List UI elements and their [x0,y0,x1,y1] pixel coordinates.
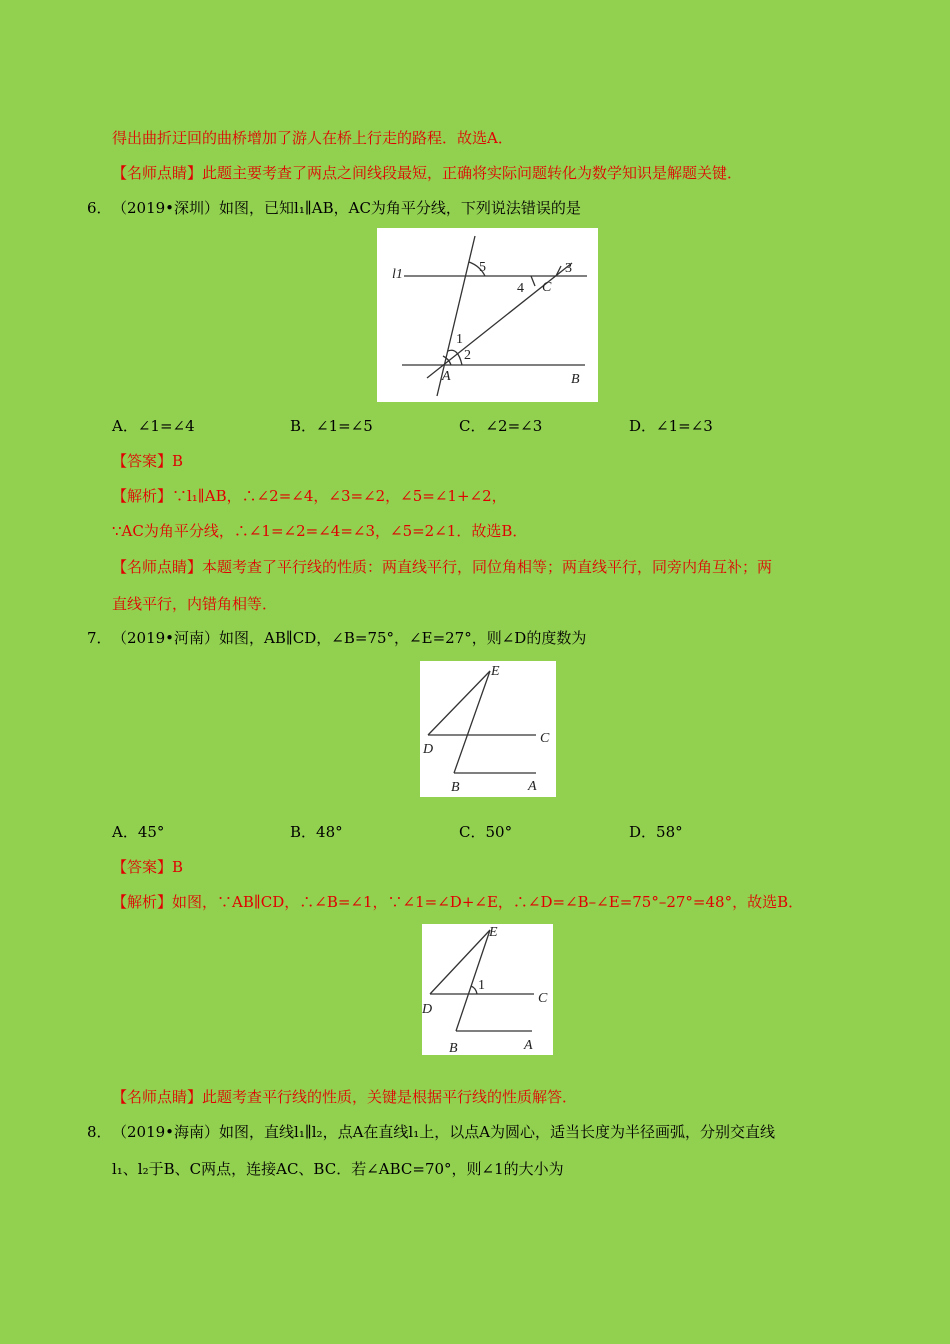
q7-option-b: B．48° [290,823,343,841]
q7-answer: 【答案】B [112,858,184,876]
q6-label-l1: l1 [392,267,403,282]
q6-label-c: C [542,280,552,295]
q6-number: 6． [87,199,112,217]
q6-label-2: 2 [464,348,471,363]
q7-label-d: D [423,742,434,757]
q6-option-a: A．∠1=∠4 [112,417,195,435]
q7-sol-label-c: C [538,991,548,1006]
q7-label-a: A [528,779,537,794]
q6-answer: 【答案】B [112,452,184,470]
q7-solution-figure [422,924,553,1055]
q6-label-3: 3 [565,261,572,276]
q6-stem: （2019•深圳）如图，已知l₁∥AB，AC为角平分线，下列说法错误的是 [112,199,581,217]
q5-analysis-end: 得出曲折迂回的曲桥增加了游人在桥上行走的路程．故选A． [112,129,513,147]
q5-tip: 【名师点睛】此题主要考查了两点之间线段最短，正确将实际问题转化为数学知识是解题关键． [112,164,743,182]
q8-stem-2: l₁、l₂于B、C两点，连接AC、BC．若∠ABC=70°，则∠1的大小为 [112,1160,564,1178]
q7-sol-label-b: B [449,1041,458,1055]
q6-option-b: B．∠1=∠5 [290,417,373,435]
q7-option-c: C．50° [459,823,513,841]
q6-label-4: 4 [517,281,524,296]
q7-number: 7． [87,629,112,647]
q7-sol-label-a: A [524,1038,533,1053]
q6-analysis-2: ∵AC为角平分线，∴∠1=∠2=∠4=∠3，∠5=2∠1．故选B． [112,522,528,540]
q7-analysis: 【解析】如图，∵AB∥CD，∴∠B=∠1，∵∠1=∠D+∠E，∴∠D=∠B–∠E=75°–27°=48°，故选B． [112,893,804,911]
q6-tip-1: 【名师点睛】本题考查了平行线的性质：两直线平行，同位角相等；两直线平行，同旁内角互补；两 [112,558,773,576]
q8-number: 8． [87,1123,112,1141]
q7-option-d: D．58° [629,823,683,841]
q7-label-c: C [540,731,550,746]
q7-label-b: B [451,780,460,795]
q7-tip: 【名师点睛】此题考查平行线的性质，关键是根据平行线的性质解答． [112,1088,578,1106]
q6-analysis-1: 【解析】∵l₁∥AB，∴∠2=∠4，∠3=∠2，∠5=∠1+∠2， [112,487,507,505]
q7-option-a: A．45° [112,823,165,841]
q7-sol-label-d: D [422,1002,433,1017]
q7-sol-label-e: E [489,925,498,940]
q6-label-1: 1 [456,332,463,347]
q6-tip-2: 直线平行，内错角相等． [112,595,278,613]
q6-label-b: B [571,372,580,387]
q7-label-e: E [491,664,500,679]
q7-stem: （2019•河南）如图，AB∥CD，∠B=75°，∠E=27°，则∠D的度数为 [112,629,587,647]
q6-figure [377,228,598,402]
q7-sol-label-1: 1 [478,978,485,993]
q6-option-c: C．∠2=∠3 [459,417,543,435]
q6-option-d: D．∠1=∠3 [629,417,713,435]
q8-stem-1: （2019•海南）如图，直线l₁∥l₂，点A在直线l₁上，以点A为圆心，适当长度为半径画弧，分别交直线 [112,1123,776,1141]
q7-figure [420,661,556,797]
q6-label-a: A [442,369,451,384]
q6-label-5: 5 [479,260,486,275]
